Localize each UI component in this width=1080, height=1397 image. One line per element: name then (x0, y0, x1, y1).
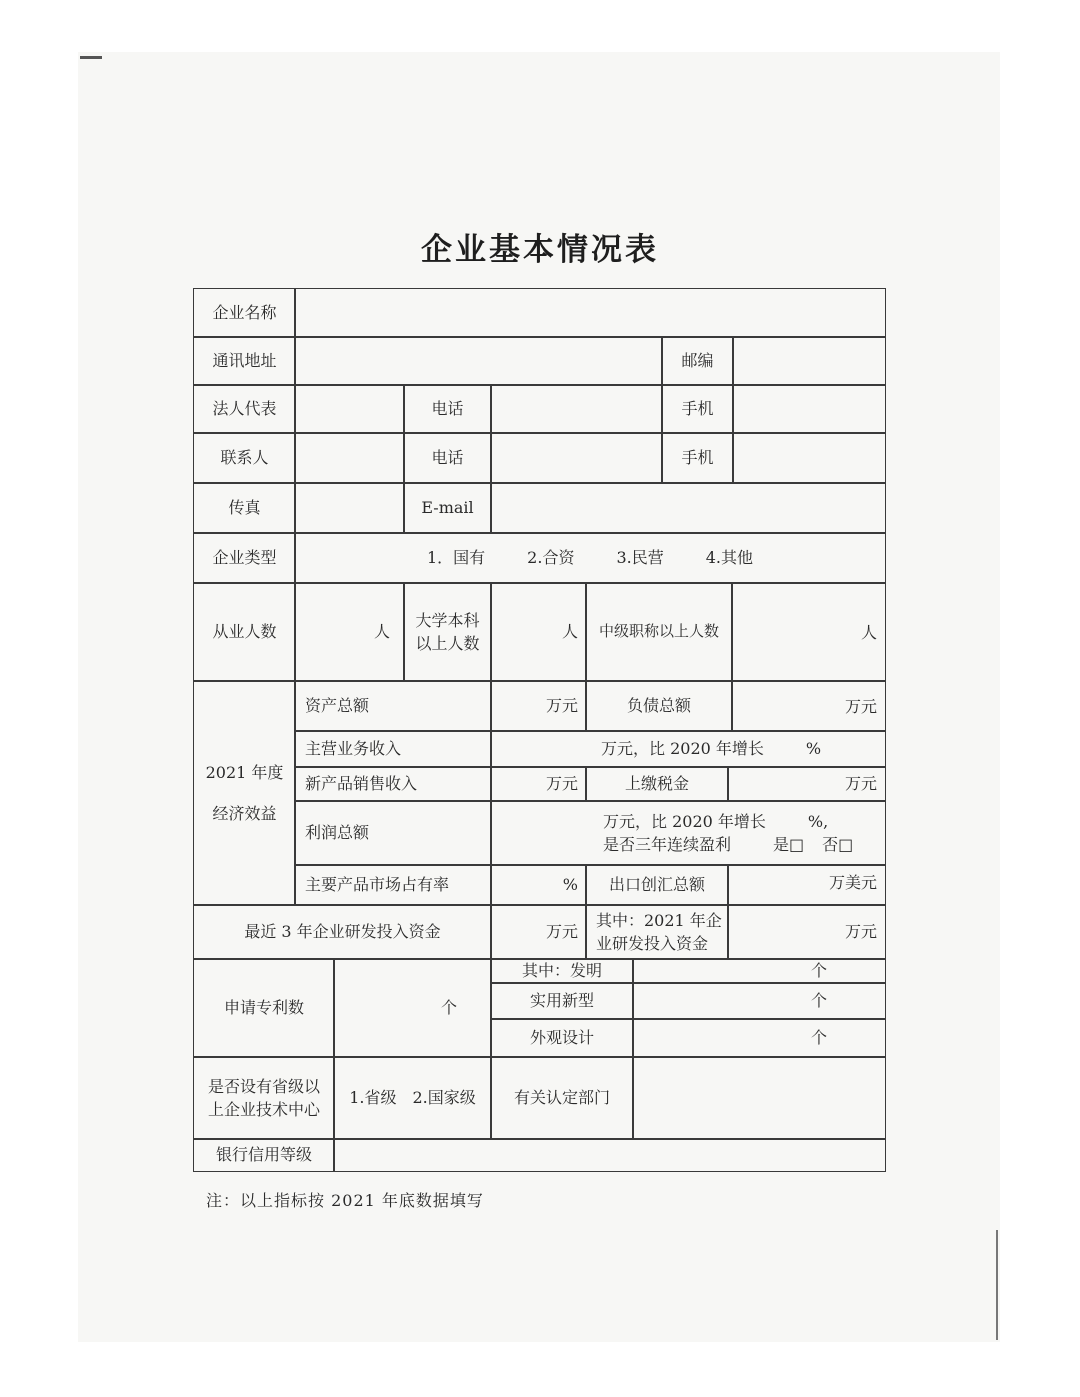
unit-wan-yuan: 万元 (545, 774, 578, 794)
label-legal-rep: 法人代表 (193, 384, 296, 434)
label-market-share: 主要产品市场占有率 (294, 864, 492, 906)
company-type-option[interactable]: 4.其他 (705, 548, 754, 568)
label-bank-credit: 银行信用等级 (193, 1138, 335, 1172)
bank-credit-field[interactable] (333, 1138, 886, 1172)
mid-title-count-field[interactable] (731, 582, 886, 682)
legal-rep-field[interactable] (294, 384, 405, 434)
unit-wan-yuan: 万元 (545, 696, 578, 716)
patents-total-field[interactable] (333, 958, 492, 1058)
label-year: 2021 年度 (205, 762, 284, 782)
postcode-field[interactable] (732, 336, 886, 386)
legal-rep-mobile-field[interactable] (732, 384, 886, 434)
fax-field[interactable] (294, 482, 405, 534)
label-patents: 申请专利数 (193, 958, 335, 1058)
unit-ge: 个 (810, 1028, 827, 1048)
company-type-option[interactable]: 3.民营 (616, 548, 664, 568)
tech-center-options (333, 1056, 492, 1140)
company-type-option[interactable]: 2.合资 (527, 548, 575, 568)
address-field[interactable] (294, 336, 663, 386)
contact-phone-field[interactable] (490, 432, 663, 484)
growth-text: 万元，比 2020 年增长 (601, 739, 764, 759)
yes-checkbox[interactable]: 是□ (773, 835, 805, 854)
label-phone: 电话 (403, 384, 492, 434)
label-total-profit: 利润总额 (294, 800, 492, 866)
rd-3yr-field[interactable] (490, 904, 587, 960)
tax-paid-field[interactable] (727, 766, 886, 802)
label-economic-benefit: 经济效益 (212, 804, 277, 823)
unit-wan-usd: 万美元 (828, 873, 877, 892)
label-tech-center (193, 1056, 335, 1140)
label-bachelor-count: 大学本科以上人数 (403, 582, 492, 682)
total-liabilities-field[interactable] (731, 680, 886, 732)
label-mid-title-count: 中级职称以上人数 (585, 582, 733, 682)
new-product-sales-field[interactable] (490, 766, 587, 802)
unit-wan-yuan: 万元 (844, 697, 877, 716)
unit-percent: % (805, 739, 822, 759)
unit-wan-yuan: 万元 (844, 774, 877, 794)
label-total-liabilities: 负债总额 (585, 680, 733, 732)
label-new-product-sales: 新产品销售收入 (294, 766, 492, 802)
patent-design-field[interactable] (632, 1018, 886, 1058)
label-phone: 电话 (403, 432, 492, 484)
label-total-assets: 资产总额 (294, 680, 492, 732)
label-employees: 从业人数 (193, 582, 296, 682)
patent-utility-field[interactable] (632, 982, 886, 1020)
unit-person: 人 (561, 622, 578, 642)
label-email: E-mail (403, 482, 492, 534)
label-mobile: 手机 (661, 432, 734, 484)
label-rd-2021 (585, 904, 729, 960)
unit-ge: 个 (810, 991, 827, 1011)
unit-wan-yuan: 万元 (545, 922, 578, 942)
total-assets-field[interactable] (490, 680, 587, 732)
label-address: 通讯地址 (193, 336, 296, 386)
unit-ge: 个 (440, 998, 457, 1018)
unit-ge: 个 (810, 961, 827, 981)
label-fax: 传真 (193, 482, 296, 534)
label-tax-paid: 上缴税金 (585, 766, 729, 802)
unit-percent: %, (807, 811, 829, 831)
label-rd-3yr: 最近 3 年企业研发投入资金 (193, 904, 492, 960)
unit-percent: % (562, 875, 578, 895)
label-company-type: 企业类型 (193, 532, 296, 584)
label-2021-economic-benefit (193, 680, 296, 906)
market-share-field[interactable] (490, 864, 587, 906)
label-patent-invention: 其中：发明 (490, 958, 634, 984)
footnote: 注：以上指标按 2021 年底数据填写 (206, 1191, 484, 1210)
legal-rep-phone-field[interactable] (490, 384, 663, 434)
label-contact: 联系人 (193, 432, 296, 484)
label-main-revenue: 主营业务收入 (294, 730, 492, 768)
label-postcode: 邮编 (661, 336, 734, 386)
email-field[interactable] (490, 482, 886, 534)
patent-invention-field[interactable] (632, 958, 886, 984)
cert-dept-field[interactable] (632, 1056, 886, 1140)
label-patent-design: 外观设计 (490, 1018, 634, 1058)
tech-center-line: 上企业技术中心 (207, 1100, 320, 1119)
total-profit-field[interactable] (490, 800, 886, 866)
rd-2021-field[interactable] (727, 904, 886, 960)
growth-text: 万元，比 2020 年增长 (603, 811, 766, 831)
unit-person: 人 (860, 623, 877, 642)
bachelor-count-field[interactable] (490, 582, 587, 682)
main-revenue-field[interactable] (490, 730, 886, 768)
label-export-earnings: 出口创汇总额 (585, 864, 729, 906)
scan-edge-mark (80, 56, 102, 59)
label-company-name: 企业名称 (193, 288, 296, 338)
no-checkbox[interactable]: 否□ (822, 835, 854, 854)
rd-2021-line: 其中：2021 年企 (596, 910, 722, 930)
label-mobile: 手机 (661, 384, 734, 434)
profit-3yr-question: 是否三年连续盈利 (603, 835, 732, 854)
tech-center-option[interactable]: 2.国家级 (412, 1088, 476, 1108)
tech-center-line: 是否设有省级以 (207, 1076, 320, 1096)
unit-wan-yuan: 万元 (844, 922, 877, 942)
contact-field[interactable] (294, 432, 405, 484)
company-name-field[interactable] (294, 288, 886, 338)
form-title: 企业基本情况表 (421, 232, 659, 268)
employees-field[interactable] (294, 582, 405, 682)
export-earnings-field[interactable] (727, 864, 886, 906)
label-patent-utility: 实用新型 (490, 982, 634, 1020)
contact-mobile-field[interactable] (732, 432, 886, 484)
label-cert-dept: 有关认定部门 (490, 1056, 634, 1140)
company-type-option[interactable]: 1．国有 (426, 548, 486, 568)
unit-person: 人 (373, 622, 390, 642)
rd-2021-line: 业研发投入资金 (596, 934, 709, 953)
tech-center-option[interactable]: 1.省级 (349, 1088, 397, 1108)
scan-edge-mark (996, 1230, 998, 1340)
company-type-options (294, 532, 886, 584)
